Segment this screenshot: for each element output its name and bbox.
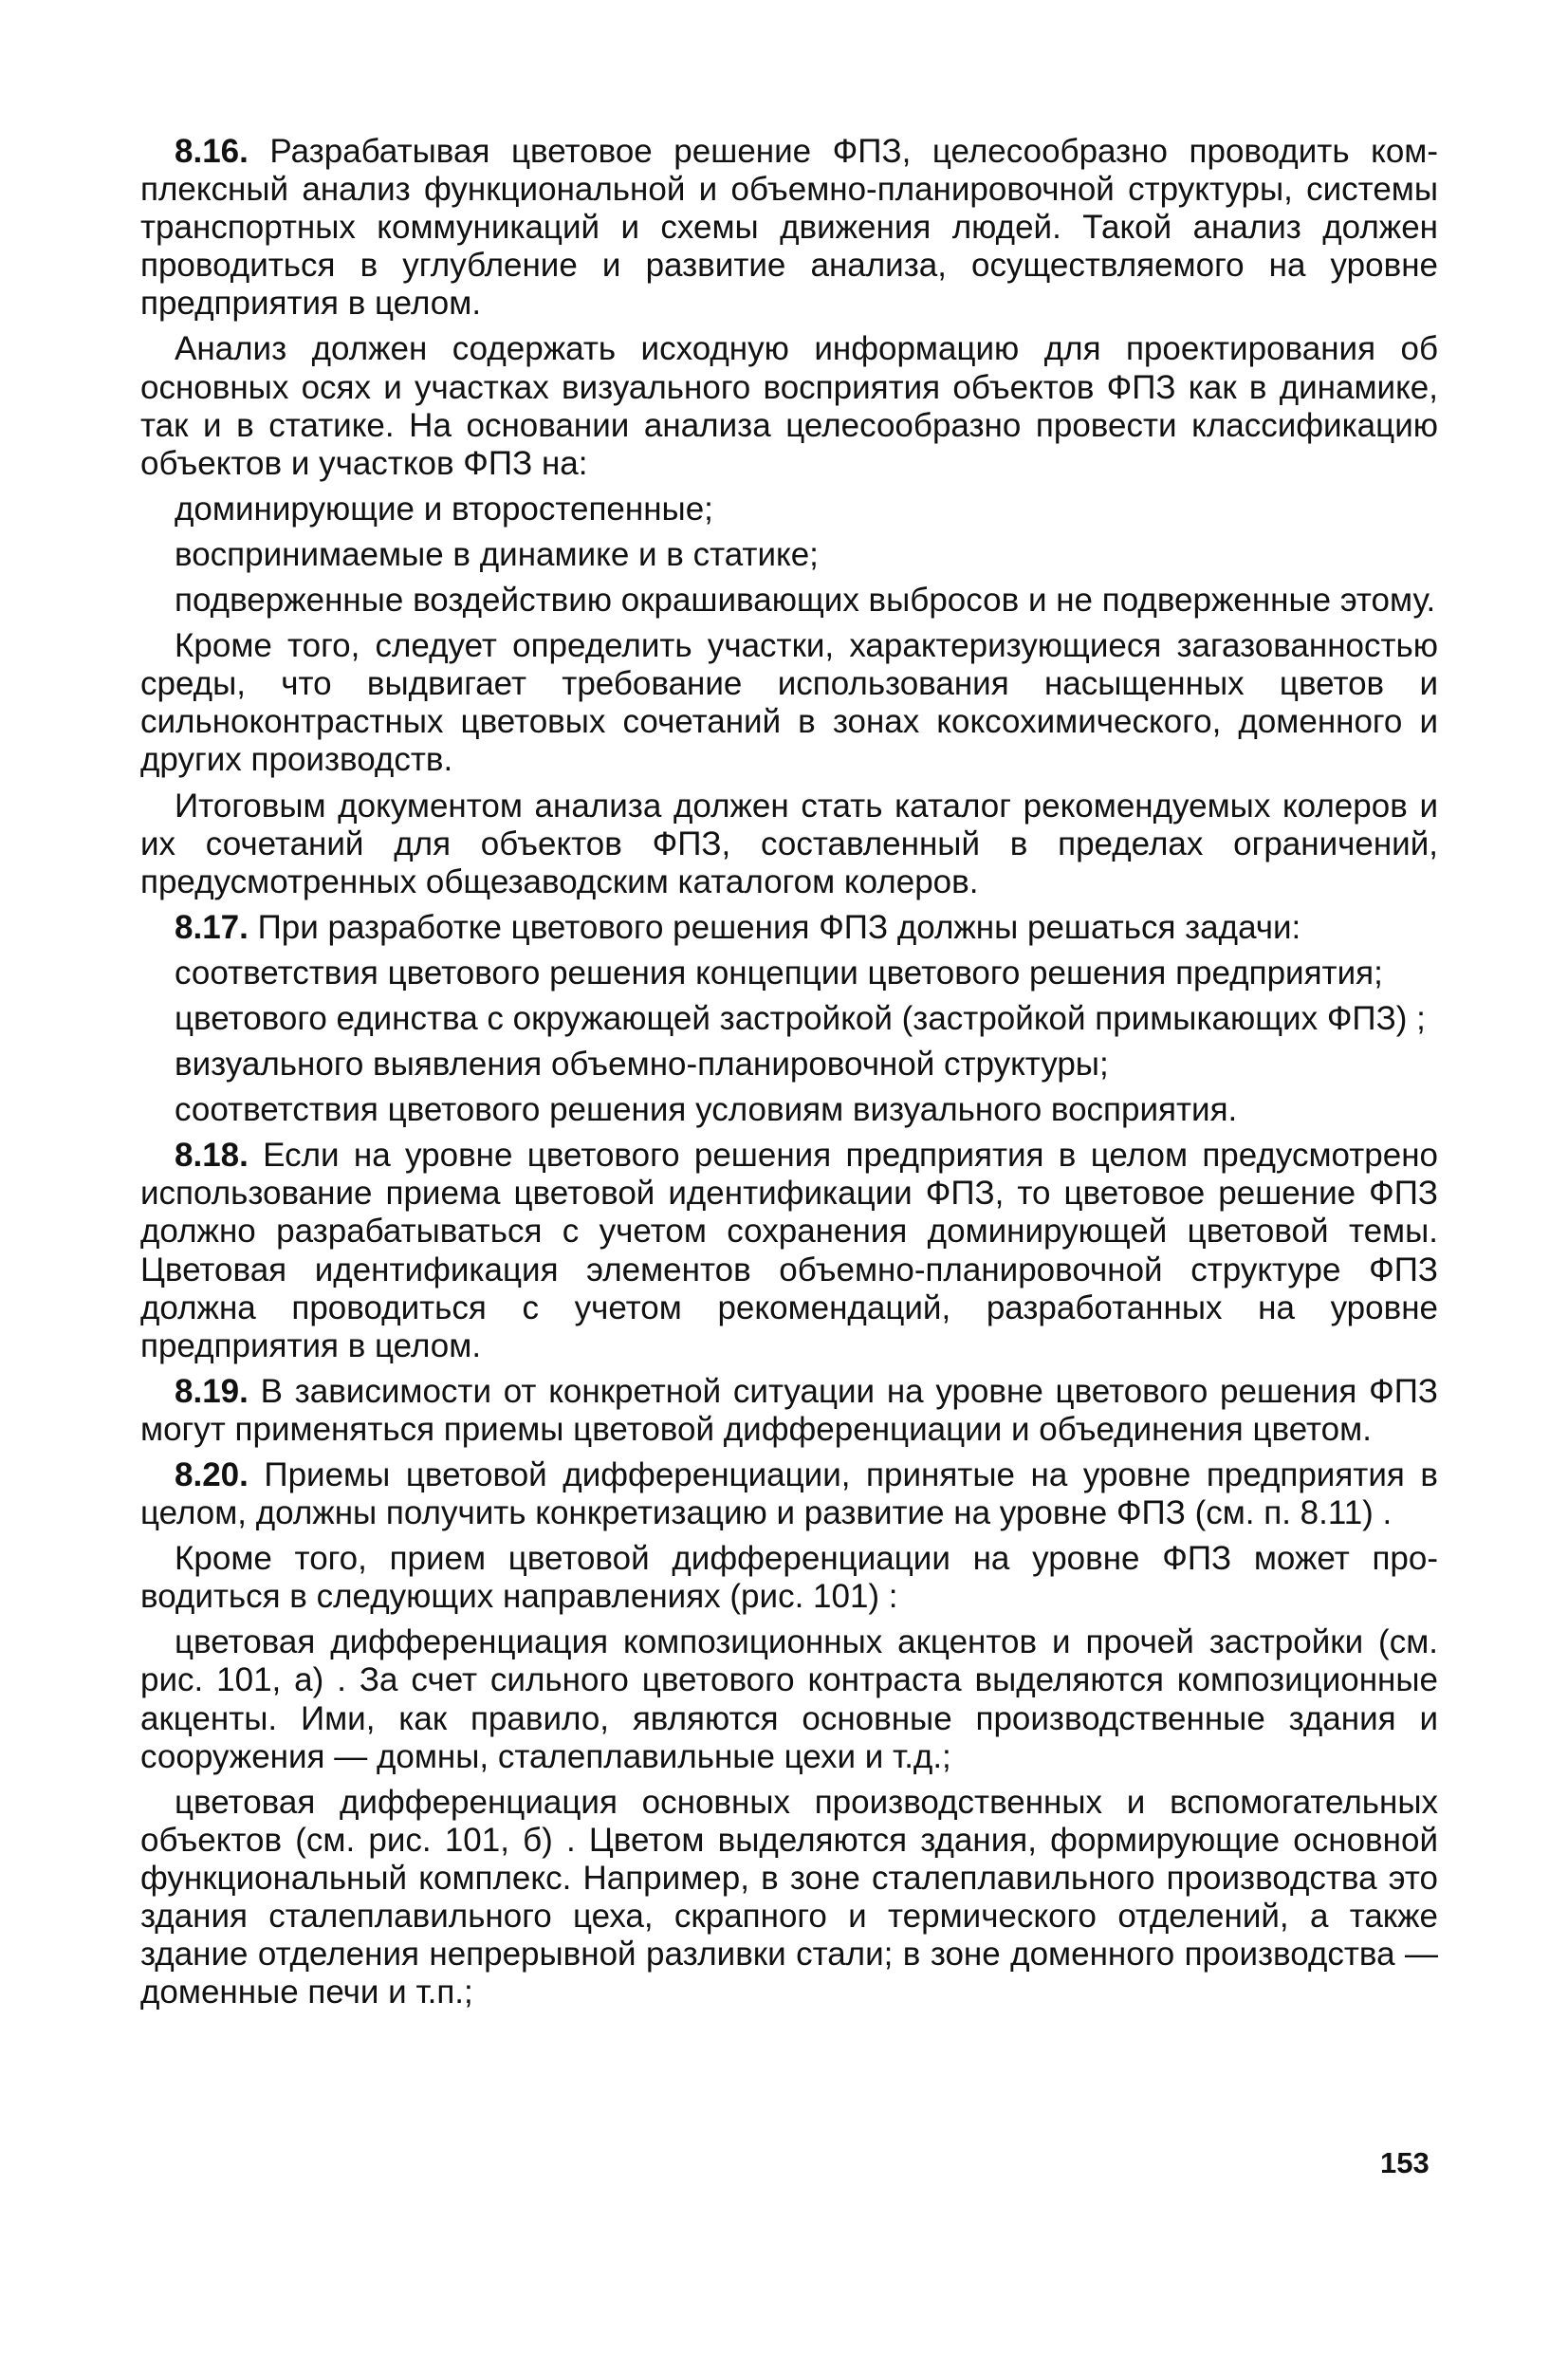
paragraph-8-19	[140, 1373, 1438, 1449]
paragraph	[140, 330, 1438, 482]
section-number: 8.18.	[175, 1137, 249, 1175]
paragraph	[140, 1540, 1438, 1616]
list-item	[140, 582, 1438, 620]
section-number: 8.16.	[175, 133, 249, 170]
section-number: 8.20.	[175, 1456, 249, 1493]
body-text	[140, 133, 1438, 2019]
list-item	[140, 536, 1438, 574]
paragraph-text: В зависимости от конкретной ситуации на уровне цветового решения ФПЗ могут применяться приемы цветовой дифференциации и объединения цветом.	[140, 1372, 1438, 1448]
paragraph-text: цветовая дифференциация композиционных акцентов и прочей застройки (см. рис. 101, а) . За счет сильного цветового контраста выделяются композиционные акценты. Ими, как правило, являются основные производственные здания и сооружения — домны, сталеплавильные цехи и т.д.;	[140, 1623, 1438, 1775]
list-item	[140, 491, 1438, 528]
paragraph-8-16	[140, 133, 1438, 323]
section-number: 8.17.	[175, 908, 249, 946]
paragraph-text: Анализ должен содержать исходную информацию для проектирования об основных осях и участках визуального восприятия объектов ФПЗ как в динамике, так и в статике. На основании анализа целесообразно провести классификацию объектов и участков ФПЗ на:	[140, 330, 1438, 482]
page-number: 153	[1380, 2146, 1430, 2179]
paragraph-text: цветовая дифференциация основных производственных и вспомогательных объектов (см. рис. 101, б) . Цветом выделяются здания, формирующие основной функциональный комплекс. Например, в зоне сталеплавильного производства это здания сталеплавильного цеха, скрапного и термического отделений, а также здание отделения непрерывной разливки стали; в зоне доменного производства — доменные печи и т.п.;	[140, 1783, 1438, 2011]
paragraph-text: Кроме того, прием цветовой дифференциации на уровне ФПЗ может проводиться в следующих направлениях (рис. 101) :	[140, 1540, 1438, 1616]
paragraph-text: Приемы цветовой дифференциации, принятые на уровне предприятия в целом, должны получить конкретизацию и развитие на уровне ФПЗ (см. п. 8.11) .	[140, 1456, 1438, 1532]
paragraph-8-20	[140, 1456, 1438, 1532]
paragraph-text: подверженные воздействию окрашивающих выбросов и не подверженные этому.	[175, 582, 1436, 620]
paragraph-text: соответствия цветового решения условиям визуального восприятия.	[175, 1091, 1238, 1129]
list-item	[140, 1000, 1438, 1038]
paragraph	[140, 788, 1438, 901]
paragraph-text: соответствия цветового решения концепции цветового решения предприятия;	[175, 954, 1383, 992]
section-number: 8.19.	[175, 1372, 249, 1410]
paragraph-text: Разрабатывая цветовое решение ФПЗ, целесообразно проводить комплексный анализ функциональной и объемно-планировочной структуры, системы транспортных коммуникаций и схемы движения людей. Такой анализ должен проводиться в углубление и развитие анализа, осуществляемого на уровне предприятия в целом.	[140, 133, 1438, 323]
paragraph-text: доминирующие и второстепенные;	[175, 490, 713, 528]
paragraph-text: При разработке цветового решения ФПЗ должны решаться задачи:	[248, 908, 1301, 946]
list-item	[140, 955, 1438, 992]
paragraph-text: Итоговым документом анализа должен стать каталог рекомендуемых колеров и их сочетаний для объектов ФПЗ, составленный в пределах ограничений, предусмотренных общезаводским каталогом колеров.	[140, 787, 1438, 900]
list-item	[140, 1046, 1438, 1084]
list-item	[140, 1091, 1438, 1129]
paragraph-text: воспринимаемые в динамике и в статике;	[175, 535, 819, 573]
paragraph-text: визуального выявления объемно-планировочной структуры;	[175, 1046, 1109, 1084]
list-item	[140, 1784, 1438, 2012]
paragraph-text: цветового единства с окружающей застройкой (застройкой примыкающих ФПЗ) ;	[175, 999, 1426, 1037]
paragraph-text: Кроме того, следует определить участки, характеризующиеся загазованностью среды, что выдвигает требование использования насыщенных цветов и сильноконтрастных цветовых сочетаний в зонах коксохимического, доменного и других производств.	[140, 627, 1438, 779]
paragraph-text: Если на уровне цветового решения предприятия в целом предусмотрено использование приема цветовой идентификации ФПЗ, то цветовое решение ФПЗ должно разрабатываться с учетом сохранения доминирующей цветовой темы. Цветовая идентификация элементов объемно-планировочной структуре ФПЗ должна проводиться с учетом рекомендаций, разработанных на уровне предприятия в целом.	[140, 1137, 1438, 1364]
paragraph-8-17	[140, 909, 1438, 947]
paragraph	[140, 627, 1438, 779]
paragraph-8-18	[140, 1137, 1438, 1365]
list-item	[140, 1623, 1438, 1775]
